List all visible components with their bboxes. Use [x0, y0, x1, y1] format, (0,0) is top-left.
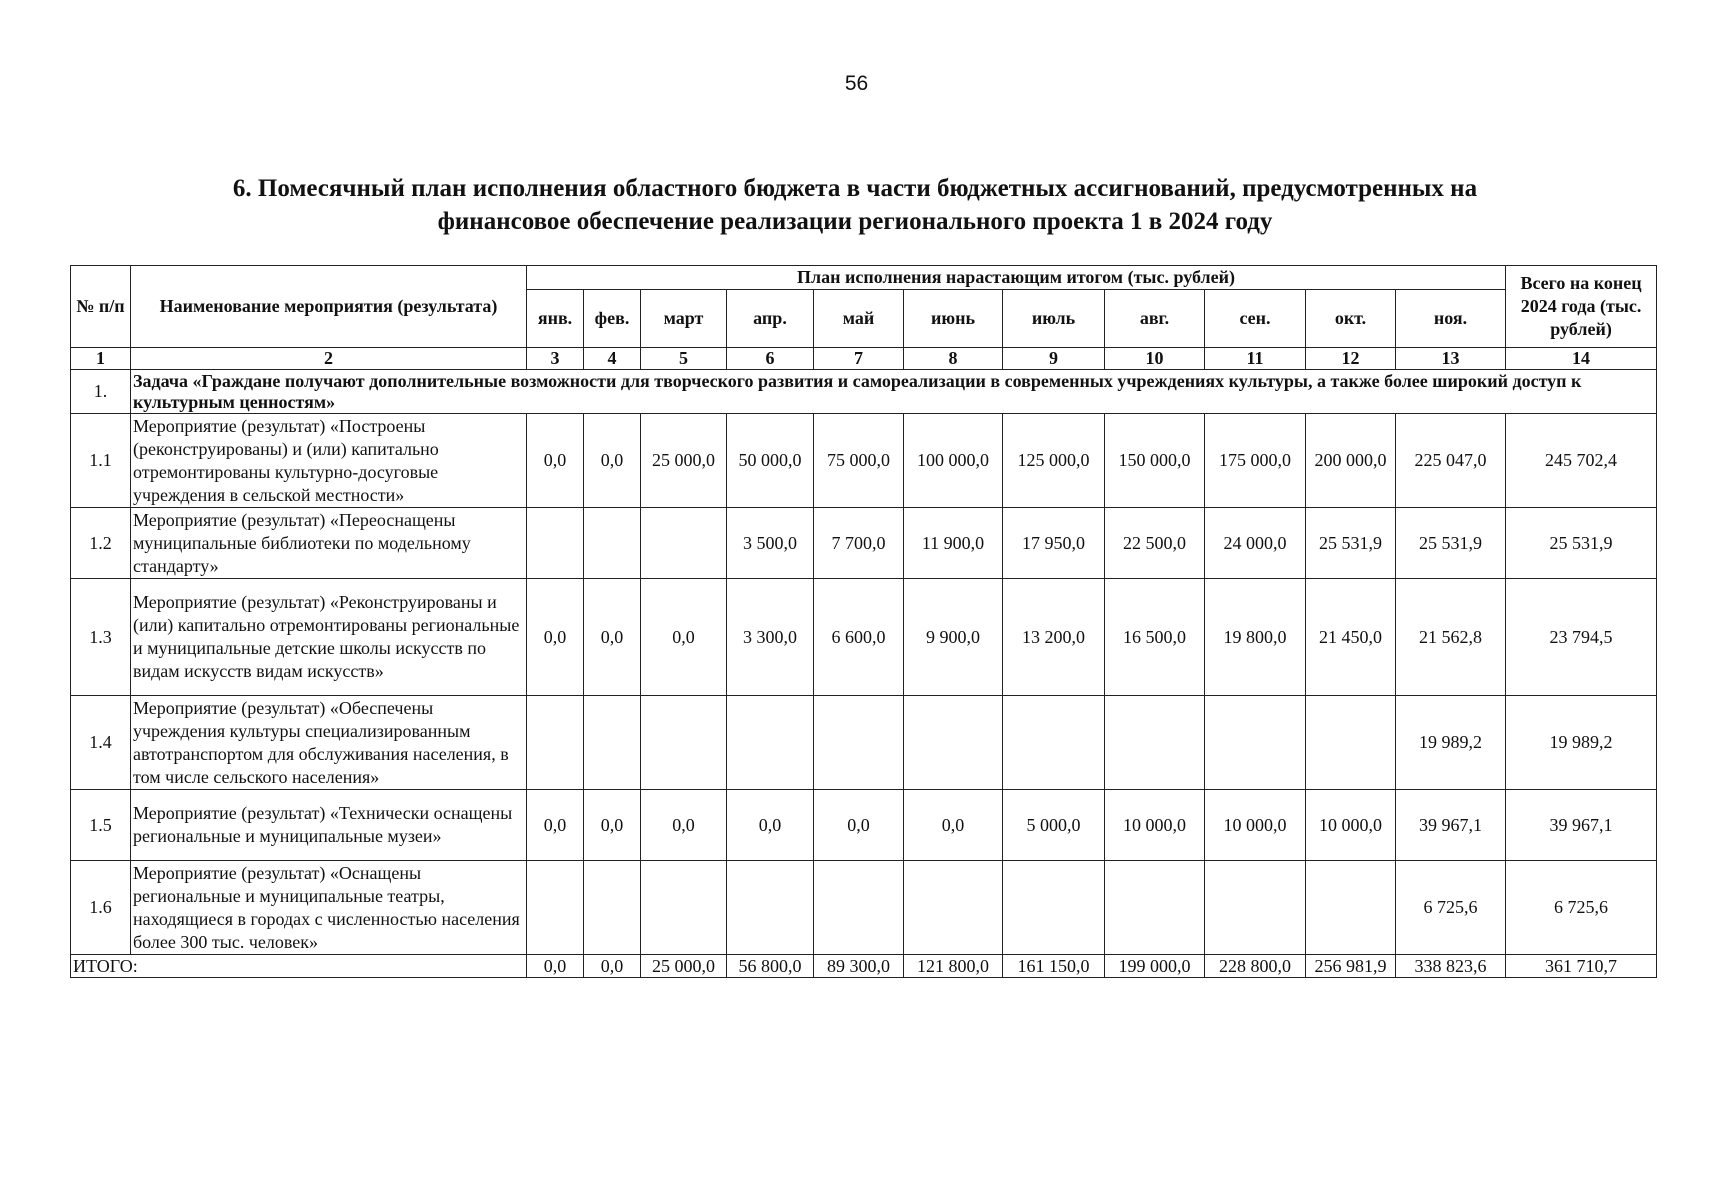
row-name: Мероприятие (результат) «Реконструированы и (или) капитально отремонтированы региональные и муниципальные детские школы искусств по видам искусств видам искусств» — [131, 579, 527, 696]
column-number: 11 — [1205, 348, 1306, 370]
month-value-cell — [814, 861, 904, 955]
table-row — [71, 414, 1657, 508]
row-total: 6 725,6 — [1506, 861, 1657, 955]
month-value-cell — [1105, 861, 1205, 955]
month-value-cell — [1003, 861, 1105, 955]
month-value-cell: 3 500,0 — [727, 508, 814, 579]
month-value-cell: 0,0 — [904, 790, 1003, 861]
header-month: март — [641, 290, 727, 348]
month-value-cell: 7 700,0 — [814, 508, 904, 579]
totals-label: ИТОГО: — [71, 955, 527, 978]
header-name: Наименование мероприятия (результата) — [131, 266, 527, 348]
month-value-cell: 0,0 — [584, 579, 641, 696]
column-number: 10 — [1105, 348, 1205, 370]
month-value-cell: 21 562,8 — [1396, 579, 1506, 696]
month-value-cell: 25 531,9 — [1306, 508, 1396, 579]
header-month: янв. — [527, 290, 584, 348]
header-month: апр. — [727, 290, 814, 348]
column-number: 6 — [727, 348, 814, 370]
month-value-cell: 39 967,1 — [1396, 790, 1506, 861]
totals-month-value: 56 800,0 — [727, 955, 814, 978]
month-value-cell: 0,0 — [641, 579, 727, 696]
month-value-cell — [1205, 861, 1306, 955]
column-number: 12 — [1306, 348, 1396, 370]
month-value-cell — [1003, 696, 1105, 790]
column-number: 1 — [71, 348, 131, 370]
column-number: 7 — [814, 348, 904, 370]
month-value-cell — [1205, 696, 1306, 790]
header-month: сен. — [1205, 290, 1306, 348]
month-value-cell: 0,0 — [584, 414, 641, 508]
header-month: ноя. — [1396, 290, 1506, 348]
table-row — [71, 579, 1657, 696]
header-plan-group: План исполнения нарастающим итогом (тыс. рублей) — [527, 266, 1506, 290]
month-value-cell: 21 450,0 — [1306, 579, 1396, 696]
month-value-cell: 16 500,0 — [1105, 579, 1205, 696]
month-value-cell: 225 047,0 — [1396, 414, 1506, 508]
month-value-cell: 10 000,0 — [1306, 790, 1396, 861]
table-row — [71, 861, 1657, 955]
month-value-cell: 10 000,0 — [1105, 790, 1205, 861]
row-total: 25 531,9 — [1506, 508, 1657, 579]
totals-month-value: 0,0 — [584, 955, 641, 978]
totals-month-value: 89 300,0 — [814, 955, 904, 978]
month-value-cell: 24 000,0 — [1205, 508, 1306, 579]
month-value-cell — [904, 861, 1003, 955]
month-value-cell — [527, 696, 584, 790]
month-value-cell: 100 000,0 — [904, 414, 1003, 508]
month-value-cell — [527, 861, 584, 955]
document-title — [80, 172, 1630, 238]
month-value-cell: 25 000,0 — [641, 414, 727, 508]
month-value-cell: 22 500,0 — [1105, 508, 1205, 579]
table-row — [71, 508, 1657, 579]
month-value-cell — [641, 861, 727, 955]
month-value-cell — [584, 861, 641, 955]
month-value-cell: 25 531,9 — [1396, 508, 1506, 579]
column-number: 5 — [641, 348, 727, 370]
totals-month-value: 256 981,9 — [1306, 955, 1396, 978]
month-value-cell — [584, 696, 641, 790]
month-value-cell: 3 300,0 — [727, 579, 814, 696]
month-value-cell — [527, 508, 584, 579]
column-number: 4 — [584, 348, 641, 370]
header-month: май — [814, 290, 904, 348]
budget-plan-table — [70, 265, 1657, 978]
header-total: Всего на конец 2024 года (тыс. рублей) — [1506, 266, 1657, 348]
month-value-cell: 0,0 — [641, 790, 727, 861]
row-num: 1.4 — [71, 696, 131, 790]
month-value-cell — [1105, 696, 1205, 790]
month-value-cell: 125 000,0 — [1003, 414, 1105, 508]
header-month: июль — [1003, 290, 1105, 348]
column-number: 3 — [527, 348, 584, 370]
totals-month-value: 121 800,0 — [904, 955, 1003, 978]
grand-total: 361 710,7 — [1506, 955, 1657, 978]
row-total: 19 989,2 — [1506, 696, 1657, 790]
column-number: 8 — [904, 348, 1003, 370]
month-value-cell — [641, 508, 727, 579]
month-value-cell — [727, 696, 814, 790]
table-row — [71, 696, 1657, 790]
table-row — [71, 790, 1657, 861]
totals-month-value: 0,0 — [527, 955, 584, 978]
column-number: 13 — [1396, 348, 1506, 370]
row-num: 1.2 — [71, 508, 131, 579]
row-num: 1.5 — [71, 790, 131, 861]
month-value-cell: 9 900,0 — [904, 579, 1003, 696]
task-text: Задача «Граждане получают дополнительные возможности для творческого развития и самореализации в современных учреждениях культуры, а также более широкий доступ к культурным ценностям» — [131, 370, 1657, 414]
header-month: авг. — [1105, 290, 1205, 348]
totals-month-value: 338 823,6 — [1396, 955, 1506, 978]
row-name: Мероприятие (результат) «Обеспечены учреждения культуры специализированным автотранспортом для обслуживания населения, в том числе сельского населения» — [131, 696, 527, 790]
column-number: 14 — [1506, 348, 1657, 370]
page-number: 56 — [844, 72, 869, 95]
month-value-cell: 0,0 — [814, 790, 904, 861]
row-num: 1.6 — [71, 861, 131, 955]
row-total: 23 794,5 — [1506, 579, 1657, 696]
totals-month-value: 199 000,0 — [1105, 955, 1205, 978]
totals-month-value: 25 000,0 — [641, 955, 727, 978]
row-name: Мероприятие (результат) «Построены (реконструированы) и (или) капитально отремонтированы культурно-досуговые учреждения в сельской местности» — [131, 414, 527, 508]
month-value-cell: 0,0 — [527, 414, 584, 508]
row-name: Мероприятие (результат) «Оснащены региональные и муниципальные театры, находящиеся в городах с численностью населения более 300 тыс. человек» — [131, 861, 527, 955]
month-value-cell: 6 725,6 — [1396, 861, 1506, 955]
row-name: Мероприятие (результат) «Переоснащены муниципальные библиотеки по модельному стандарту» — [131, 508, 527, 579]
month-value-cell: 0,0 — [527, 579, 584, 696]
month-value-cell: 75 000,0 — [814, 414, 904, 508]
month-value-cell: 50 000,0 — [727, 414, 814, 508]
row-num: 1.3 — [71, 579, 131, 696]
month-value-cell: 6 600,0 — [814, 579, 904, 696]
month-value-cell: 13 200,0 — [1003, 579, 1105, 696]
header-month: фев. — [584, 290, 641, 348]
header-month: окт. — [1306, 290, 1396, 348]
title-line-2: финансовое обеспечение реализации регионального проекта 1 в 2024 году — [437, 208, 1273, 235]
title-line-1: 6. Помесячный план исполнения областного бюджета в части бюджетных ассигнований, предусмотренных на — [232, 175, 1478, 202]
column-number: 9 — [1003, 348, 1105, 370]
month-value-cell — [814, 696, 904, 790]
month-value-cell: 175 000,0 — [1205, 414, 1306, 508]
month-value-cell: 17 950,0 — [1003, 508, 1105, 579]
totals-month-value: 161 150,0 — [1003, 955, 1105, 978]
month-value-cell: 19 989,2 — [1396, 696, 1506, 790]
month-value-cell: 150 000,0 — [1105, 414, 1205, 508]
month-value-cell — [1306, 861, 1396, 955]
header-num: № п/п — [71, 266, 131, 348]
month-value-cell — [904, 696, 1003, 790]
month-value-cell: 10 000,0 — [1205, 790, 1306, 861]
month-value-cell: 0,0 — [727, 790, 814, 861]
row-total: 245 702,4 — [1506, 414, 1657, 508]
task-num: 1. — [71, 370, 131, 414]
month-value-cell: 19 800,0 — [1205, 579, 1306, 696]
month-value-cell — [584, 508, 641, 579]
month-value-cell: 0,0 — [527, 790, 584, 861]
row-num: 1.1 — [71, 414, 131, 508]
month-value-cell: 11 900,0 — [904, 508, 1003, 579]
month-value-cell: 0,0 — [584, 790, 641, 861]
row-total: 39 967,1 — [1506, 790, 1657, 861]
column-number: 2 — [131, 348, 527, 370]
month-value-cell — [641, 696, 727, 790]
totals-row — [71, 955, 1657, 978]
totals-month-value: 228 800,0 — [1205, 955, 1306, 978]
month-value-cell — [1306, 696, 1396, 790]
month-value-cell: 200 000,0 — [1306, 414, 1396, 508]
row-name: Мероприятие (результат) «Технически оснащены региональные и муниципальные музеи» — [131, 790, 527, 861]
month-value-cell — [727, 861, 814, 955]
header-month: июнь — [904, 290, 1003, 348]
month-value-cell: 5 000,0 — [1003, 790, 1105, 861]
